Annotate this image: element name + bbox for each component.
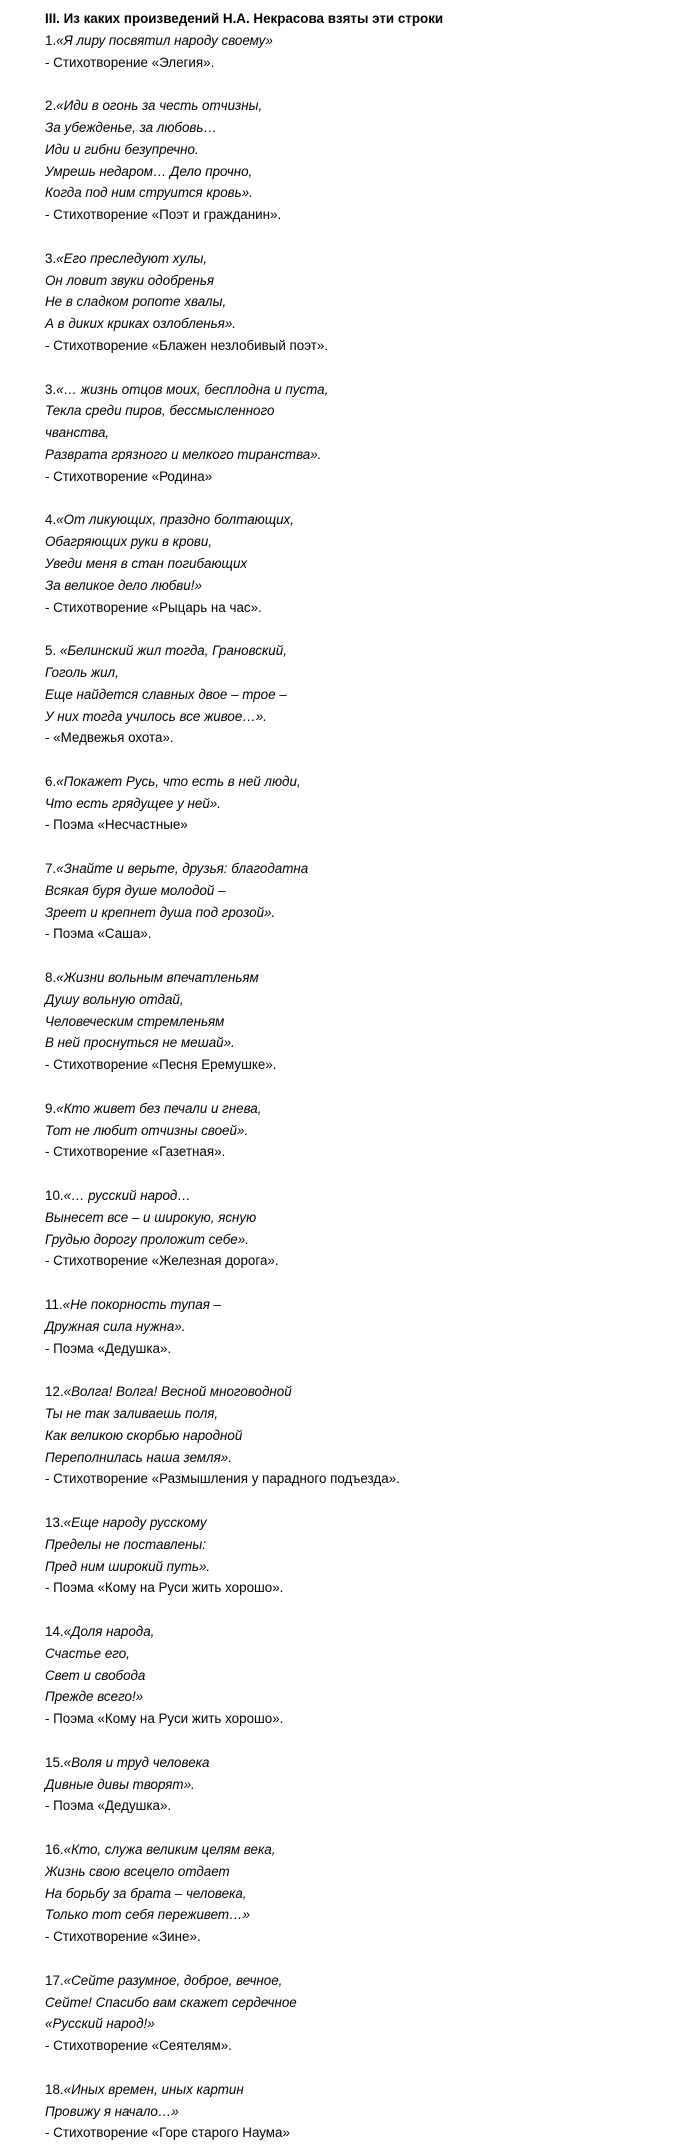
spacer: [45, 357, 700, 379]
quote-item: [45, 30, 700, 95]
quote-item: [45, 509, 700, 640]
quote-item: [45, 2079, 700, 2144]
quote-text: Переполнилась наша земля».: [45, 1449, 232, 1465]
quote-line: [45, 1970, 700, 1992]
quote-text: Текла среди пиров, бессмысленного: [45, 403, 275, 419]
quote-line: [45, 117, 700, 139]
quote-text: Обагряющих руки в крови,: [45, 534, 213, 550]
quote-line: [45, 1686, 700, 1708]
source-line: - Стихотворение «Родина»: [45, 468, 213, 484]
item-number: 2.: [45, 98, 57, 114]
quote-line: [45, 1011, 700, 1033]
quote-text: Не в сладком ропоте хвалы,: [45, 294, 227, 310]
quote-line: [45, 553, 700, 575]
quote-line: [45, 139, 700, 161]
quote-text: «Воля и труд человека: [63, 1754, 210, 1770]
quote-text: Дивные дивы творят».: [45, 1776, 195, 1792]
spacer: [45, 73, 700, 95]
source-line: - Стихотворение «Песня Еремушке».: [45, 1057, 277, 1073]
quote-text: «Я лиру посвятил народу своему»: [56, 32, 273, 48]
item-number: 15.: [45, 1754, 64, 1770]
item-number: 13.: [45, 1514, 64, 1530]
spacer: [45, 1490, 700, 1512]
quote-text: Что есть грядущее у ней».: [45, 795, 221, 811]
quote-item: [45, 95, 700, 248]
source-line: - Стихотворение «Железная дорога».: [45, 1253, 279, 1269]
quote-text: «Волга! Волга! Весной многоводной: [63, 1384, 292, 1400]
spacer: [45, 1730, 700, 1752]
quote-line: [45, 1643, 700, 1665]
spacer: [45, 836, 700, 858]
quote-text: Зреет и крепнет душа под грозой».: [45, 904, 276, 920]
quote-text: «Иных времен, иных картин: [63, 2081, 244, 2097]
item-number: 7.: [45, 861, 57, 877]
quote-line: [45, 400, 700, 422]
quote-line: [45, 793, 700, 815]
source-line: - «Медвежья охота».: [45, 730, 174, 746]
quote-line: [45, 684, 700, 706]
quote-text: Умрешь недаром… Дело прочно,: [45, 163, 253, 179]
spacer: [45, 749, 700, 771]
spacer: [45, 2057, 700, 2079]
quote-text: «Кто, служа великим целям века,: [63, 1841, 276, 1857]
quote-text: Пределы не поставлены:: [45, 1536, 206, 1552]
quote-item: [45, 248, 700, 379]
quote-text: На борьбу за брата – человека,: [45, 1885, 247, 1901]
quote-text: «Иди в огонь за честь отчизны,: [56, 98, 263, 114]
quote-text: Душу вольную отдай,: [45, 991, 184, 1007]
quote-item: [45, 1185, 700, 1294]
quote-line: [45, 1098, 700, 1120]
source-line: - Стихотворение «Блажен незлобивый поэт».: [45, 337, 329, 353]
item-number: 3.: [45, 381, 57, 397]
item-number: 17.: [45, 1972, 64, 1988]
quote-text: Тот не любит отчизны своей».: [45, 1122, 249, 1138]
item-number: 1.: [45, 32, 57, 48]
quote-line: [45, 706, 700, 728]
source-line: - Поэма «Дедушка».: [45, 1798, 172, 1814]
item-number: 14.: [45, 1623, 64, 1639]
quote-text: «Не покорность тупая –: [62, 1297, 222, 1313]
item-number: 16.: [45, 1841, 64, 1857]
item-number: 11.: [45, 1297, 63, 1313]
source-line: - Стихотворение «Поэт и гражданин».: [45, 207, 282, 223]
quote-text: За великое дело любви!»: [45, 577, 202, 593]
quote-text: «Еще народу русскому: [63, 1514, 207, 1530]
spacer: [45, 488, 700, 510]
quote-item: [45, 1294, 700, 1381]
quote-line: [45, 444, 700, 466]
quote-line: [45, 248, 700, 270]
quote-text: «Его преследуют хулы,: [56, 250, 208, 266]
source-line: - Поэма «Кому на Руси жить хорошо».: [45, 1711, 284, 1727]
spacer: [45, 1817, 700, 1839]
spacer: [45, 618, 700, 640]
quote-line: [45, 662, 700, 684]
quote-line: [45, 1512, 700, 1534]
quote-line: [45, 858, 700, 880]
quote-text: В ней проснуться не мешай».: [45, 1035, 235, 1051]
quote-line: [45, 1556, 700, 1578]
quote-line: [45, 575, 700, 597]
quote-line: [45, 1992, 700, 2014]
quote-line: [45, 1534, 700, 1556]
source-line: - Стихотворение «Сеятелям».: [45, 2038, 232, 2054]
quote-item: [45, 379, 700, 510]
quote-text: Жизнь свою всецело отдает: [45, 1863, 230, 1879]
quote-line: [45, 1621, 700, 1643]
quote-line: [45, 291, 700, 313]
quote-line: [45, 1883, 700, 1905]
item-number: 18.: [45, 2081, 64, 2097]
item-number: 4.: [45, 512, 57, 528]
quote-text: Когда под ним струится кровь».: [45, 185, 253, 201]
quote-line: [45, 1229, 700, 1251]
quote-line: [45, 880, 700, 902]
item-number: 5.: [45, 643, 60, 659]
quote-line: [45, 2079, 700, 2101]
quote-item: [45, 1752, 700, 1839]
item-number: 9.: [45, 1100, 57, 1116]
quote-line: [45, 1861, 700, 1883]
spacer: [45, 1599, 700, 1621]
quote-item: [45, 858, 700, 967]
quote-line: [45, 2101, 700, 2123]
quote-line: [45, 95, 700, 117]
quote-item: [45, 1621, 700, 1752]
quote-line: [45, 1294, 700, 1316]
document-title: III. Из каких произведений Н.А. Некрасова взяты эти строки: [45, 11, 444, 26]
quote-text: За убежденье, за любовь…: [45, 119, 217, 135]
quote-line: [45, 1032, 700, 1054]
quote-line: [45, 1447, 700, 1469]
quote-line: [45, 182, 700, 204]
quote-line: [45, 1403, 700, 1425]
spacer: [45, 1076, 700, 1098]
quote-text: Прежде всего!»: [45, 1689, 144, 1705]
quote-text: «Доля народа,: [63, 1623, 155, 1639]
quote-line: [45, 771, 700, 793]
source-line: - Стихотворение «Рыцарь на час».: [45, 599, 262, 615]
quote-item: [45, 1381, 700, 1512]
quote-text: Сейте! Спасибо вам скажет сердечное: [45, 1994, 297, 2010]
quote-text: Он ловит звуки одобренья: [45, 272, 215, 288]
quote-item: [45, 1970, 700, 2079]
spacer: [45, 1163, 700, 1185]
quote-text: «… жизнь отцов моих, бесплодна и пуста,: [56, 381, 329, 397]
quote-text: Как великою скорбью народной: [45, 1427, 243, 1443]
quote-text: Ты не так заливаешь поля,: [45, 1406, 219, 1421]
item-number: 3.: [45, 250, 57, 266]
quote-list: [45, 30, 700, 2144]
quote-text: чванства,: [45, 425, 110, 441]
spacer: [45, 1948, 700, 1970]
quote-text: Еще найдется славных двое – трое –: [45, 686, 287, 702]
quote-text: Всякая буря душе молодой –: [45, 882, 226, 898]
source-line: - Стихотворение «Размышления у парадного подъезда».: [45, 1471, 400, 1487]
quote-line: [45, 313, 700, 335]
quote-line: [45, 1207, 700, 1229]
spacer: [45, 226, 700, 248]
quote-text: Иди и гибни безупречно.: [45, 141, 199, 157]
quote-text: Разврата грязного и мелкого тиранства».: [45, 446, 322, 462]
quote-line: [45, 1752, 700, 1774]
quote-line: [45, 1381, 700, 1403]
spacer: [45, 945, 700, 967]
quote-item: [45, 1839, 700, 1970]
quote-line: [45, 902, 700, 924]
quote-text: Дружная сила нужна».: [45, 1318, 186, 1334]
quote-line: [45, 1425, 700, 1447]
quote-line: [45, 531, 700, 553]
quote-item: [45, 1098, 700, 1185]
quote-text: А в диких криках озлобленья».: [45, 316, 236, 332]
quote-text: «Русский народ!»: [45, 2016, 155, 2032]
quote-line: [45, 1904, 700, 1926]
quote-text: «Жизни вольным впечатленьям: [56, 970, 259, 986]
quote-item: [45, 771, 700, 858]
quote-text: Вынесет все – и широкую, ясную: [45, 1209, 257, 1225]
quote-line: [45, 1316, 700, 1338]
quote-item: [45, 1512, 700, 1621]
quote-line: [45, 1120, 700, 1142]
quote-text: У них тогда училось все живое…».: [45, 708, 267, 724]
source-line: - Поэма «Дедушка».: [45, 1340, 172, 1356]
quote-line: [45, 161, 700, 183]
quote-text: Уведи меня в стан погибающих: [45, 555, 248, 571]
item-number: 8.: [45, 970, 57, 986]
quote-text: Свет и свобода: [45, 1667, 146, 1683]
source-line: - Поэма «Саша».: [45, 926, 152, 942]
source-line: - Поэма «Несчастные»: [45, 817, 188, 833]
source-line: - Стихотворение «Горе старого Наума»: [45, 2125, 290, 2141]
item-number: 12.: [45, 1384, 64, 1400]
quote-line: [45, 1185, 700, 1207]
item-number: 6.: [45, 773, 57, 789]
quote-text: «Кто живет без печали и гнева,: [56, 1100, 262, 1116]
spacer: [45, 1272, 700, 1294]
quote-text: Гоголь жил,: [45, 664, 119, 680]
source-line: - Стихотворение «Газетная».: [45, 1144, 226, 1160]
quote-line: [45, 989, 700, 1011]
quote-line: [45, 379, 700, 401]
quote-text: «Знайте и верьте, друзья: благодатна: [56, 861, 309, 877]
quote-text: «Белинский жил тогда, Грановский,: [59, 643, 287, 659]
quote-line: [45, 30, 700, 52]
quote-line: [45, 509, 700, 531]
quote-text: Счастье его,: [45, 1645, 130, 1661]
quote-text: Только тот себя переживет…»: [45, 1907, 250, 1923]
source-line: - Стихотворение «Зине».: [45, 1929, 201, 1945]
spacer: [45, 1359, 700, 1381]
quote-line: [45, 640, 700, 662]
quote-item: [45, 640, 700, 771]
quote-text: «От ликующих, праздно болтающих,: [56, 512, 294, 528]
quote-text: «Покажет Русь, что есть в ней люди,: [56, 773, 301, 789]
quote-line: [45, 1839, 700, 1861]
quote-line: [45, 2013, 700, 2035]
quote-line: [45, 270, 700, 292]
source-line: - Поэма «Кому на Руси жить хорошо».: [45, 1580, 284, 1596]
quote-line: [45, 1774, 700, 1796]
quote-text: «Сейте разумное, доброе, вечное,: [63, 1972, 283, 1988]
quote-text: Провижу я начало…»: [45, 2103, 179, 2119]
quote-line: [45, 422, 700, 444]
quote-line: [45, 967, 700, 989]
source-line: - Стихотворение «Элегия».: [45, 54, 215, 70]
quote-text: Грудью дорогу проложит себе».: [45, 1231, 249, 1247]
quote-text: Человеческим стремленьям: [45, 1013, 225, 1029]
quote-line: [45, 1665, 700, 1687]
quote-item: [45, 967, 700, 1098]
quote-text: Пред ним широкий путь».: [45, 1558, 211, 1574]
quote-text: «… русский народ…: [63, 1188, 191, 1204]
item-number: 10.: [45, 1188, 64, 1204]
